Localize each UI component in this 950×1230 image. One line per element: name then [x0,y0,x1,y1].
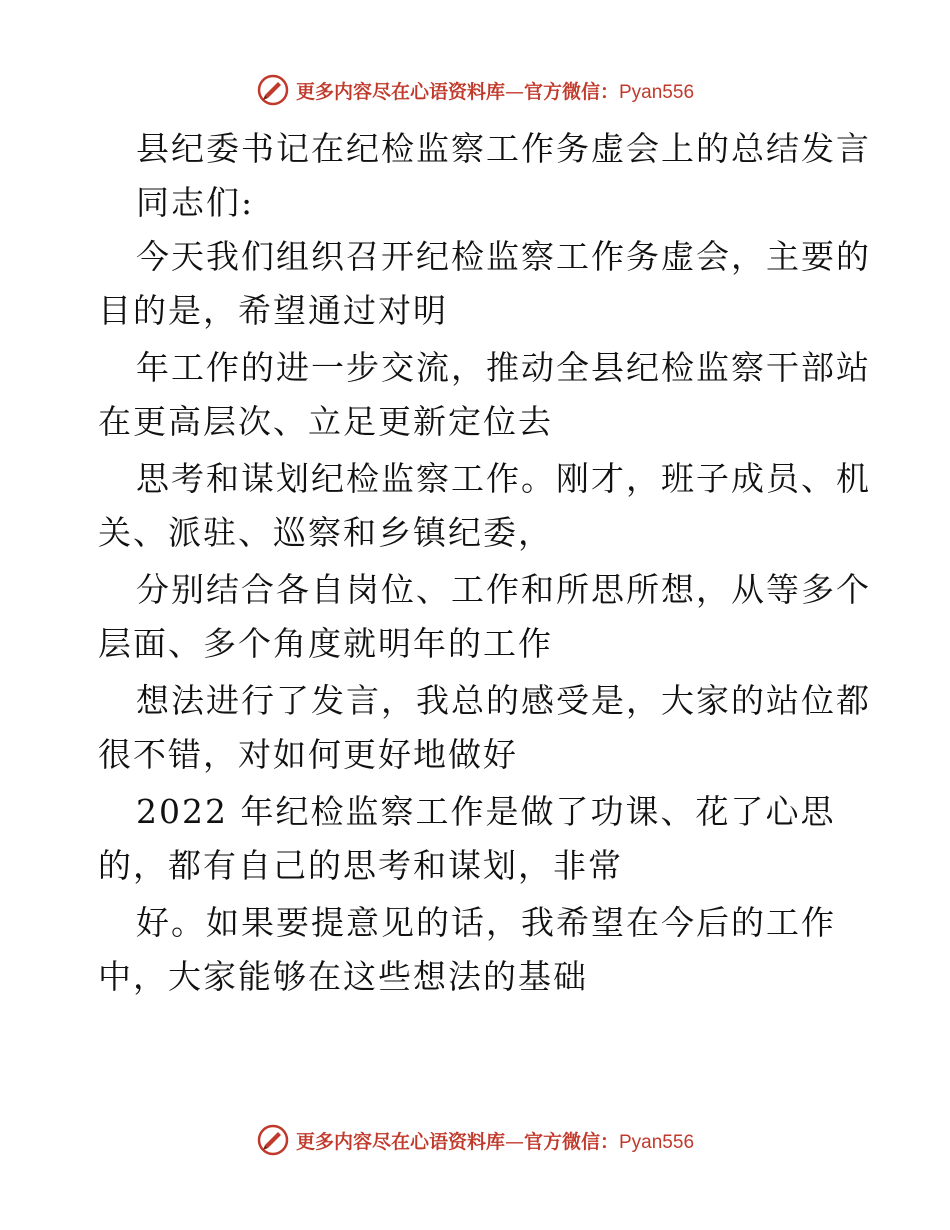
paragraph [98,674,871,782]
paragraph-line: 层面、多个角度就明年的工作 [98,624,553,663]
paragraph-line: 很不错，对如何更好地做好 [98,735,518,774]
pen-logo-icon [256,73,290,107]
paragraph-line: 目的是，希望通过对明 [98,291,448,330]
header-banner [0,70,950,110]
paragraph [98,896,858,1004]
header-wechat-id: Pyan556 [619,81,695,103]
paragraph-line: 想法进行了发言，我总的感受是，大家的站位都 [136,681,871,720]
document-body [98,122,871,1007]
footer-banner [0,1120,950,1160]
paragraph-line: 分别结合各自岗位、工作和所思所想，从等多个 [136,570,871,609]
footer-wechat-id: Pyan556 [619,1131,695,1153]
document-title: 县纪委书记在纪检监察工作务虚会上的总结发言 [136,129,871,168]
paragraph [98,785,858,893]
paragraph-line: 年工作的进一步交流，推动全县纪检监察干部站 [136,348,871,387]
footer-label: 官方微信： [523,1130,619,1153]
paragraph [98,341,871,449]
paragraph-line: 的，都有自己的思考和谋划，非常 [98,846,623,885]
paragraph-line: 关、派驻、巡察和乡镇纪委， [98,513,553,552]
paragraph-line: 2022 年纪检监察工作是做了功课、花了心思 [136,792,836,831]
footer-dash: — [504,1130,524,1153]
pen-logo-icon [256,1123,290,1157]
paragraph [98,452,871,560]
salutation: 同志们: [136,183,255,222]
paragraph-line: 今天我们组织召开纪检监察工作务虚会，主要的 [136,237,871,276]
paragraph [98,230,871,338]
header-banner-text [296,77,694,104]
header-label: 官方微信： [523,80,619,103]
header-site-text: 更多内容尽在心语资料库 [295,80,505,103]
paragraph-line: 在更高层次、立足更新定位去 [98,402,553,441]
footer-banner-text [296,1127,694,1154]
paragraph-line: 中，大家能够在这些想法的基础 [98,957,588,996]
paragraph-line: 思考和谋划纪检监察工作。刚才，班子成员、机 [136,459,871,498]
footer-site-text: 更多内容尽在心语资料库 [295,1130,505,1153]
header-dash: — [504,80,524,103]
paragraph [98,563,871,671]
paragraph-line: 好。如果要提意见的话，我希望在今后的工作 [136,903,836,942]
